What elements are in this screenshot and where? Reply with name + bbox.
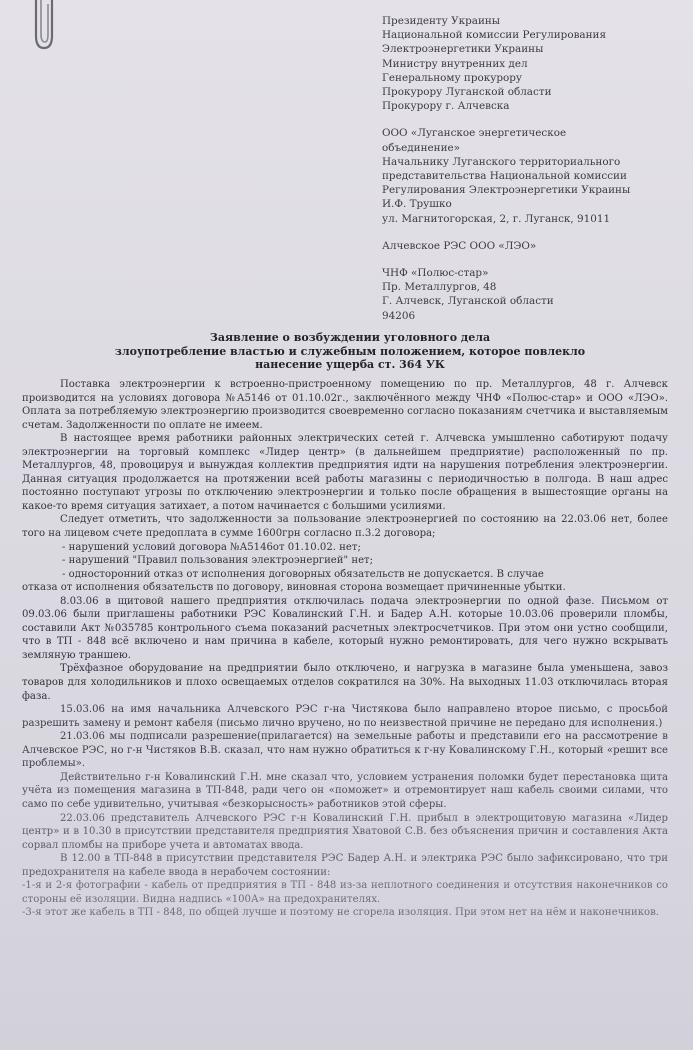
recipient-line: объединение» — [382, 141, 461, 154]
sender-line: ЧНФ «Полюс-стар» — [382, 267, 489, 280]
title-line: Заявление о возбуждении уголовного дела — [209, 331, 491, 344]
title-line: злоупотребление властью и служебным положением, которое повлекло — [114, 344, 586, 358]
addressee-line: Президенту Украины — [382, 15, 501, 27]
paragraph: Поставка электроэнергии к встроенно-пристроенному помещению по пр. Металлургов, 48 г. Алчевск производится на условиях договора №А5146 от 01.10.02г., заключённого между ЧНФ «Полюс-стар» и ООО «ЛЭО». Оплата за потребляемую электроэнергию производится своевременно согласно показаниям счетчика и выставляемым счетам. Задолженности по оплате не имеем. — [22, 379, 668, 431]
paragraph: 21.03.06 мы подписали разрешение(прилагается) на земельные работы и представили его на рассмотрение в Алчевское РЭС, но г-н Чистяков В.В. сказал, что нам нужно обратиться к г-ну Ковалинскому Г.Н., который «решит все проблемы». — [22, 731, 668, 770]
sender-line: Пр. Металлургов, 48 — [382, 281, 497, 294]
paperclip-image — [22, 0, 60, 56]
paragraph: В 12.00 в ТП-848 в присутствии представителя РЭС Бадер А.Н. и электрика РЭС было зафиксировано, что три предохранителя на кабеле ввода в нерабочем состоянии: — [22, 853, 668, 878]
recipient-line: ООО «Луганское энергетическое — [382, 127, 567, 140]
paragraph: -1-я и 2-я фотографии - кабель от предприятия в ТП - 848 из-за неплотного соединения и отсутствия наконечников со стороны её изоляции. Видна надпись «100А» на предохранителях. — [22, 880, 668, 905]
paragraph: 8.03.06 в щитовой нашего предприятия отключилась подача электроэнергии по одной фазе. Письмом от 09.03.06 были приглашены работники РЭС Ковалинский Г.Н. и Бадер А.Н. которые 10.03.06 проверили пломбы, составили Акт №035785 контрольного съема показаний расчетных электросчетчиков. При этом они устно сообщили, что в ТП - 848 всё включено и нам причина в кабеле, который нужно ремонтировать, для чего нужно вскрывать земляную траншею. — [22, 595, 668, 661]
paragraph: 15.03.06 на имя начальника Алчевского РЭС г-на Чистякова было направлено второе письмо, с просьбой разрешить замену и ремонт кабеля (письмо лично вручено, но по неизвестной причине не передано для исполнения.) — [22, 704, 668, 729]
recipient-line: Регулирования Электроэнергетики Украины — [382, 184, 631, 197]
addressee-line: Прокурору г. Алчевска — [382, 100, 510, 113]
sender-line: 94206 — [382, 309, 416, 322]
paragraph: Трёхфазное оборудование на предприятии было отключено, и нагрузка в магазине была уменьшена, завоз товаров для холодильников и плохо освещаемых отделов сократился на 30%. На выходных 11.03 отключилась вторая фаза. — [22, 663, 668, 702]
paragraph: Следует отметить, что задолженности за пользование электроэнергией по состоянию на 22.03.06 нет, более того на лицевом счете предоплата в сумме 1600грн согласно п.3.2 договора; — [22, 514, 668, 540]
paragraph: -3-я этот же кабель в ТП - 848, по общей лучше и поэтому не сгорела изоляция. При этом нет на нём и наконечников. — [22, 907, 659, 919]
recipient-line: Начальнику Луганского территориального — [382, 155, 621, 168]
paragraph: отказа от исполнения обязательств по договору, виновная сторона возмещает причиненные убытки. — [22, 582, 566, 594]
list-item: - односторонний отказ от исполнения договорных обязательств не допускается. В случае — [62, 568, 544, 580]
recipient-line: представительства Национальной комиссии — [382, 170, 627, 183]
res-line: Алчевское РЭС ООО «ЛЭО» — [382, 239, 537, 252]
list-item: - нарушений условий договора №А5146от 01.10.02. нет; — [62, 541, 361, 553]
paragraph: 22.03.06 представитель Алчевского РЭС г-н Ковалинский Г.Н. прибыл в электрощитовую магазина «Лидер центр» и в 10.30 в присутствии представителя предприятия Хватовой С.В. без объяснения причин и составления Акта сорвал пломбы на приборе учета и автоматах ввода. — [22, 812, 668, 851]
paragraph: В настоящее время работники районных электрических сетей г. Алчевска умышленно саботируют подачу электроэнергии на торговый комплекс «Лидер центр» (в дальнейшем предприятие) расположенный по пр. Металлургов, 48, провоцируя и вынуждая коллектив предприятия идти на нарушения потребления электроэнергии. Данная ситуация продолжается на протяжении всей работы магазины с периодичностью в полгода. В наш адрес постоянно поступают угрозы по отключению электроэнергии и только после обращения в вышестоящие органы на какое-то время ситуация затихает, а потом начинается с большими усилиями. — [22, 433, 668, 512]
addressee-line: Министру внутренних дел — [382, 57, 528, 70]
addressee-line: Электроэнергетики Украины — [382, 43, 544, 56]
addressee-block — [382, 14, 682, 323]
addressee-line: Генеральному прокурору — [382, 71, 522, 84]
title-line: нанесение ущерба ст. 364 УК — [255, 358, 445, 372]
addressee-line: Национальной комиссии Регулирования — [382, 29, 607, 42]
addressee-line: Прокурору Луганской области — [382, 86, 552, 99]
recipient-line: И.Ф. Трушко — [382, 198, 452, 211]
recipient-line: ул. Магнитогорская, 2, г. Луганск, 91011 — [382, 212, 611, 225]
document-title — [40, 331, 660, 372]
document-body — [22, 378, 668, 920]
sender-line: Г. Алчевск, Луганской области — [382, 295, 554, 308]
paragraph: Действительно г-н Ковалинский Г.Н. мне сказал что, условием устранения поломки будет перестановка щита учёта из помещения магазина в ТП-848, ради чего он «поможет» и отремонтирует наш кабель своими силами, что само по себе удивительно, учитывая «безкорысность» работников этой сферы. — [22, 771, 668, 810]
list-item: - нарушений "Правил пользования электроэнергией" нет; — [62, 555, 374, 567]
